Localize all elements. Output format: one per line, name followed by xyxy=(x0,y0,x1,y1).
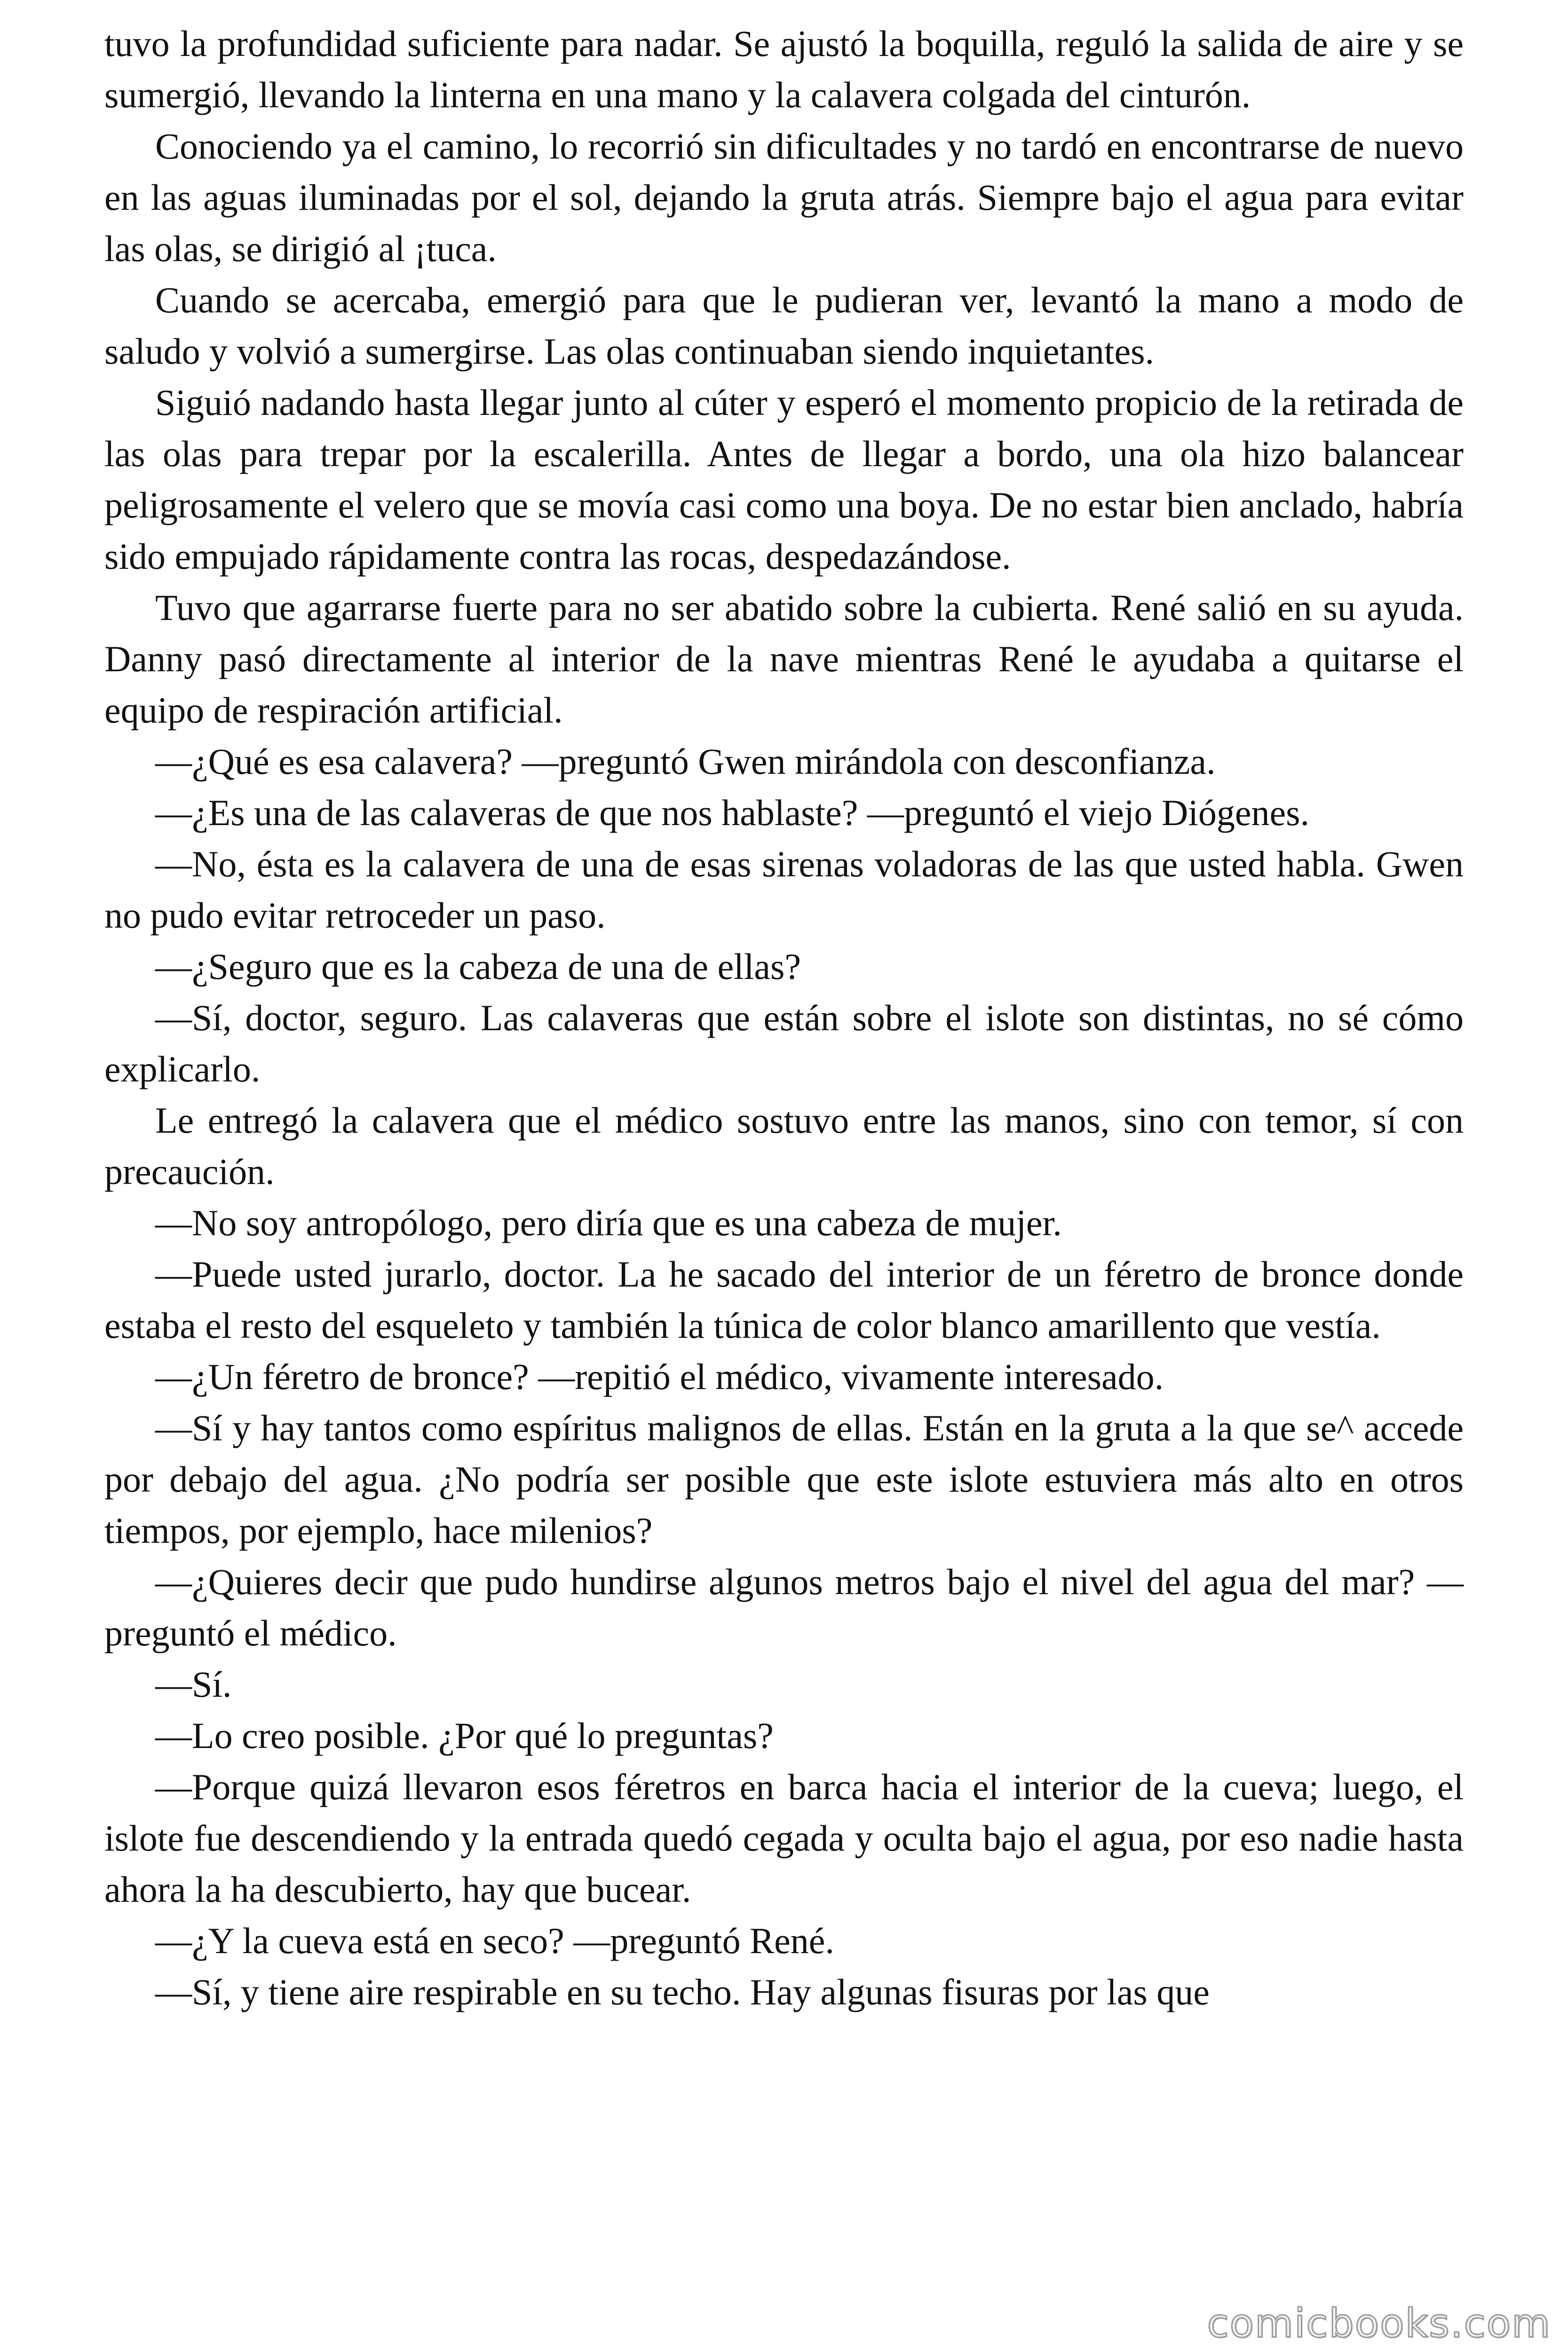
dialogue-line: —Sí, doctor, seguro. Las calaveras que están sobre el islote son distintas, no sé cómo explicarlo. xyxy=(104,997,1464,1089)
dialogue-line: —¿Seguro que es la cabeza de una de ellas? xyxy=(155,946,801,987)
dialogue-line: —¿Qué es esa calavera? —preguntó Gwen mirándola con desconfianza. xyxy=(155,741,1216,782)
dialogue-line: —Sí, y tiene aire respirable en su techo. Hay algunas fisuras por las que xyxy=(155,1971,1210,2012)
dialogue-line: —¿Y la cueva está en seco? —preguntó René. xyxy=(155,1920,834,1961)
dialogue-line: —Porque quizá llevaron esos féretros en barca hacia el interior de la cueva; luego, el islote fue descendiendo y la entrada quedó cegada y oculta bajo el agua, por eso nadie hasta ahora la ha descubierto, hay que bucear. xyxy=(104,1766,1464,1910)
paragraph: tuvo la profundidad suficiente para nadar. Se ajustó la boquilla, reguló la salida de aire y se sumergió, llevando la linterna en una mano y la calavera colgada del cinturón. xyxy=(104,23,1464,115)
dialogue-line: —No, ésta es la calavera de una de esas sirenas voladoras de las que usted habla. Gwen no pudo evitar retroceder un paso. xyxy=(104,843,1464,936)
paragraph: Siguió nadando hasta llegar junto al cúter y esperó el momento propicio de la retirada de las olas para trepar por la escalerilla. Antes de llegar a bordo, una ola hizo balancear peligrosamente el velero que se movía casi como una boya. De no estar bien anclado, habría sido empujado rápidamente contra las rocas, despedazándose. xyxy=(104,382,1464,577)
dialogue-line: —Lo creo posible. ¿Por qué lo preguntas? xyxy=(155,1715,774,1756)
paragraph: Tuvo que agarrarse fuerte para no ser abatido sobre la cubierta. René salió en su ayuda. Danny pasó directamente al interior de la nave mientras René le ayudaba a quitarse el equipo de respiración artificial. xyxy=(104,587,1464,731)
book-page-text xyxy=(104,18,1464,2018)
dialogue-line: —No soy antropólogo, pero diría que es una cabeza de mujer. xyxy=(155,1202,1062,1243)
watermark: comicbooks.com xyxy=(1207,2300,1551,2346)
dialogue-line: —Sí. xyxy=(155,1664,232,1705)
dialogue-line: —¿Es una de las calaveras de que nos hablaste? —preguntó el viejo Diógenes. xyxy=(155,792,1309,833)
dialogue-line: —Puede usted jurarlo, doctor. La he sacado del interior de un féretro de bronce donde estaba el resto del esqueleto y también la túnica de color blanco amarillento que vestía. xyxy=(104,1254,1464,1346)
dialogue-line: —¿Quieres decir que pudo hundirse algunos metros bajo el nivel del agua del mar? — preguntó el médico. xyxy=(104,1561,1464,1653)
paragraph: Cuando se acercaba, emergió para que le pudieran ver, levantó la mano a modo de saludo y volvió a sumergirse. Las olas continuaban siendo inquietantes. xyxy=(104,279,1464,372)
dialogue-line: —¿Un féretro de bronce? —repitió el médico, vivamente interesado. xyxy=(155,1356,1164,1397)
paragraph: Le entregó la calavera que el médico sostuvo entre las manos, sino con temor, sí con precaución. xyxy=(104,1100,1464,1192)
paragraph: Conociendo ya el camino, lo recorrió sin dificultades y no tardó en encontrarse de nuevo en las aguas iluminadas por el sol, dejando la gruta atrás. Siempre bajo el agua para evitar las olas, se dirigió al ¡tuca. xyxy=(104,126,1464,269)
dialogue-line: —Sí y hay tantos como espíritus malignos de ellas. Están en la gruta a la que se^ accede por debajo del agua. ¿No podría ser posible que este islote estuviera más alto en otros tiempos, por ejemplo, hace milenios? xyxy=(104,1407,1464,1551)
